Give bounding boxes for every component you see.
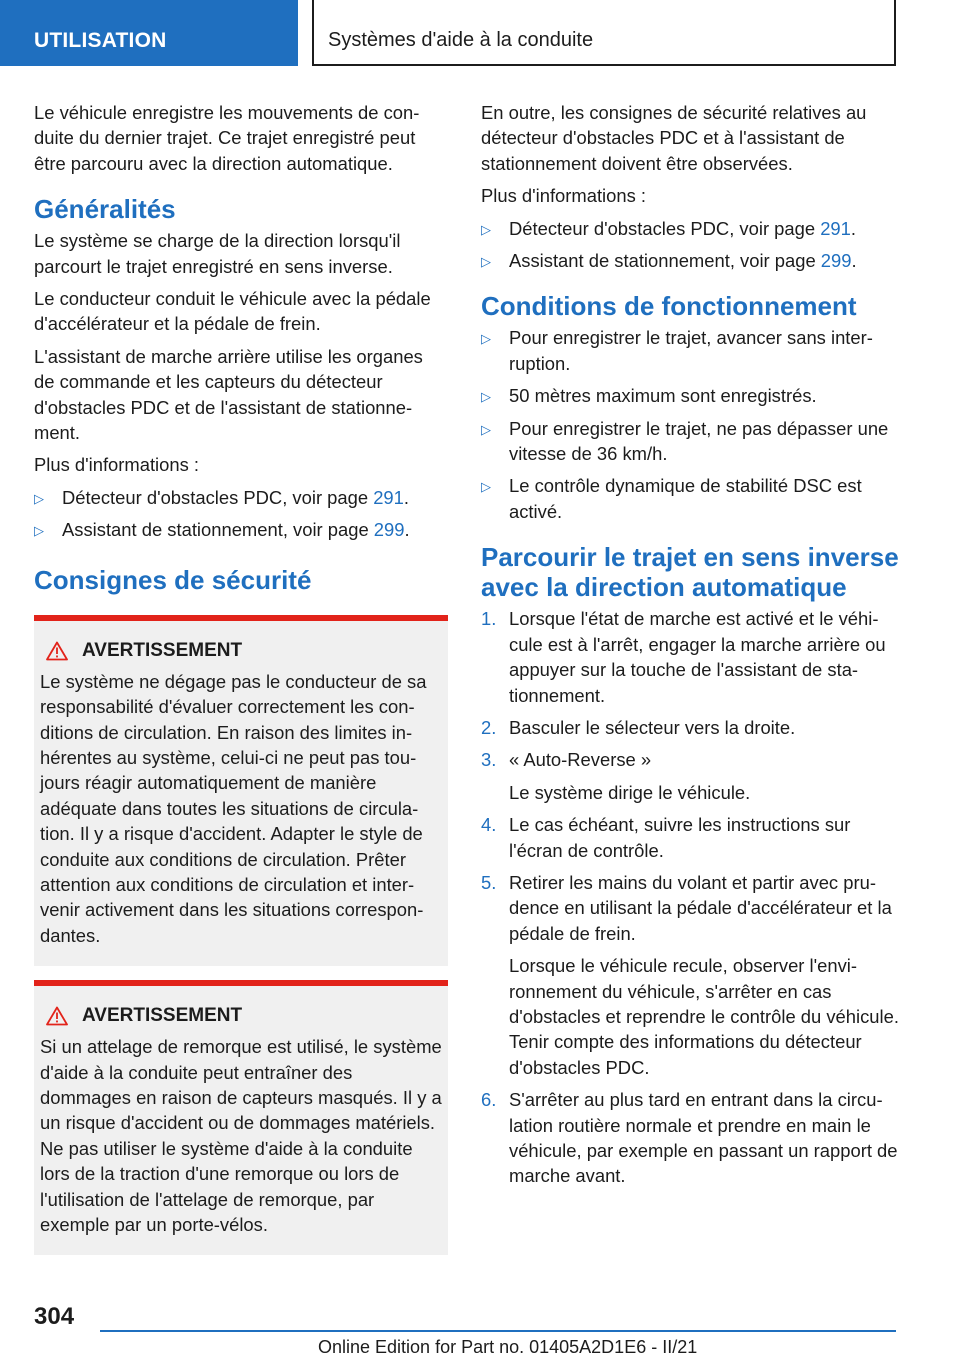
step-number: 3. xyxy=(481,749,497,771)
step-item: 6. S'arrêter au plus tard en entrant dans la circulation routière normale et prendre en main le véhicule, par exemple en passant un rapport de marche avant. xyxy=(481,1089,898,1187)
chapter-title-box xyxy=(312,0,896,66)
page-link-291[interactable]: 291 xyxy=(373,486,404,508)
left-column xyxy=(34,100,448,1267)
warning-text: Le système ne dégage pas le conducteur de sa responsabilité d'évaluer correctement les conditions de circulation. En raison des limites inhérentes au système, celui-ci ne peut pas toujours réagir automatiquement de manière adéquate dans toutes les situations de circulation. Il y a risque d'accident. Adapter le style de conduite aux conditions de circulation. Prêter attention aux conditions de circulation et intervenir activement dans les situations correspondantes. xyxy=(40,670,427,946)
list-item: ▷ Le contrôle dynamique de stabilité DSC est activé. xyxy=(481,475,862,522)
step-note: Le système dirige le véhicule. xyxy=(509,781,751,803)
warning-text: Si un attelage de remorque est utilisé, le système d'aide à la conduite peut entraîner des dommages en raison de capteurs masqués. Il y a un risque d'accident ou de dommages matériels. Ne pas utiliser le système d'aide à la conduite lors de la traction d'une remorque ou lors de l'utilisation de l'attelage de remorque, par exemple par un porte-vélos. xyxy=(40,1036,442,1235)
warning-title: AVERTISSEMENT xyxy=(82,1005,243,1027)
warning-triangle-icon xyxy=(46,1006,68,1026)
step-item: 2. Basculer le sélecteur vers la droite. xyxy=(481,715,901,740)
generalites-paragraph-2: Le conducteur conduit le véhicule avec la pédale d'accélérateur et la pédale de frein. xyxy=(34,288,431,335)
step-number: 6. xyxy=(481,1089,497,1111)
reference-list xyxy=(34,485,448,543)
bullet-triangle-icon: ▷ xyxy=(481,254,491,270)
bullet-triangle-icon: ▷ xyxy=(481,479,491,495)
step-item: 1. Lorsque l'état de marche est activé et le véhicule est à l'arrêt, engager la marche arrière ou appuyer sur la touche de l'assistant de stationnement. xyxy=(481,608,886,706)
generalites-paragraph-3: L'assistant de marche arrière utilise les organes de commande et les capteurs du détecteur d'obstacles PDC et de l'assistant de stationnement. xyxy=(34,345,423,444)
list-item: ▷ Détecteur d'obstacles PDC, voir page 291. xyxy=(34,485,448,510)
section-tab xyxy=(0,0,298,66)
step-number: 1. xyxy=(481,608,497,630)
step-number: 4. xyxy=(481,814,497,836)
list-item: ▷ Pour enregistrer le trajet, ne pas dépasser une vitesse de 36 km/h. xyxy=(481,417,889,465)
warning-title: AVERTISSEMENT xyxy=(82,639,243,661)
bullet-triangle-icon: ▷ xyxy=(481,421,491,437)
page-number: 304 xyxy=(34,1303,75,1330)
edition-text: Online Edition for Part no. 01405A2D1E6 - II/21 xyxy=(318,1337,698,1357)
bullet-triangle-icon: ▷ xyxy=(481,331,491,347)
list-item: ▷ 50 mètres maximum sont enregistrés. xyxy=(481,383,901,408)
heading-consignes: Consignes de sécurité xyxy=(34,564,312,595)
page-header xyxy=(0,0,960,66)
list-item: ▷ Pour enregistrer le trajet, avancer sans interruption. xyxy=(481,327,873,374)
list-item: ▷ Détecteur d'obstacles PDC, voir page 291. xyxy=(481,216,901,241)
steps-list xyxy=(481,606,901,1189)
warning-box-1 xyxy=(34,615,448,966)
warning-box-2 xyxy=(34,980,448,1255)
step-note: Lorsque le véhicule recule, observer l'environnement du véhicule, s'arrêter en cas d'obstacles et reprendre le contrôle du véhicule. Tenir compte des informations du détecteur d'obstacles PDC. xyxy=(509,955,899,1078)
step-number: 2. xyxy=(481,716,497,738)
step-item: 5. Retirer les mains du volant et partir avec prudence en utilisant la pédale d'accélérateur et la pédale de frein. Lorsque le véhicule recule, observer l'environnement du véhicule, s'arrêter en cas d'obstacles et reprendre le contrôle du véhicule. Tenir compte des informations du détecteur d'obstacles PDC. xyxy=(481,870,901,1080)
step-number: 5. xyxy=(481,871,497,893)
heading-conditions: Conditions de fonctionnement xyxy=(481,291,857,322)
step-item: 3. « Auto-Reverse » Le système dirige le véhicule. xyxy=(481,747,901,805)
right-column xyxy=(481,100,901,1196)
chapter-title: Systèmes d'aide à la conduite xyxy=(328,29,594,51)
step-item: 4. Le cas échéant, suivre les instructions sur l'écran de contrôle. xyxy=(481,814,851,861)
page-link-299[interactable]: 299 xyxy=(820,250,852,272)
reference-list xyxy=(481,216,901,274)
footer-divider xyxy=(100,1330,896,1332)
page-link-299[interactable]: 299 xyxy=(373,519,405,541)
intro-paragraph: Le véhicule enregistre les mouvements de conduite du dernier trajet. Ce trajet enregistré peut être parcouru avec la direction automatique. xyxy=(34,102,420,174)
list-item: ▷ Assistant de stationnement, voir page 299. xyxy=(481,248,901,273)
page-link-291[interactable]: 291 xyxy=(820,217,851,239)
conditions-list xyxy=(481,325,901,524)
heading-generalites: Généralités xyxy=(34,194,176,225)
bullet-triangle-icon: ▷ xyxy=(34,523,44,539)
safety-intro-paragraph: En outre, les consignes de sécurité relatives au détecteur d'obstacles PDC et à l'assistant de stationnement doivent être observées. xyxy=(481,102,867,174)
more-info-label: Plus d'informations : xyxy=(34,454,200,476)
more-info-label: Plus d'informations : xyxy=(481,185,647,207)
bullet-triangle-icon: ▷ xyxy=(481,221,491,237)
warning-triangle-icon xyxy=(46,641,68,661)
section-label: UTILISATION xyxy=(34,29,167,52)
bullet-triangle-icon: ▷ xyxy=(481,389,491,405)
generalites-paragraph-1: Le système se charge de la direction lorsqu'il parcourt le trajet enregistré en sens inverse. xyxy=(34,230,401,277)
heading-parcourir: Parcourir le trajet en sens inverse avec la direction automatique xyxy=(481,542,899,603)
list-item: ▷ Assistant de stationnement, voir page 299. xyxy=(34,517,448,542)
bullet-triangle-icon: ▷ xyxy=(34,490,44,506)
